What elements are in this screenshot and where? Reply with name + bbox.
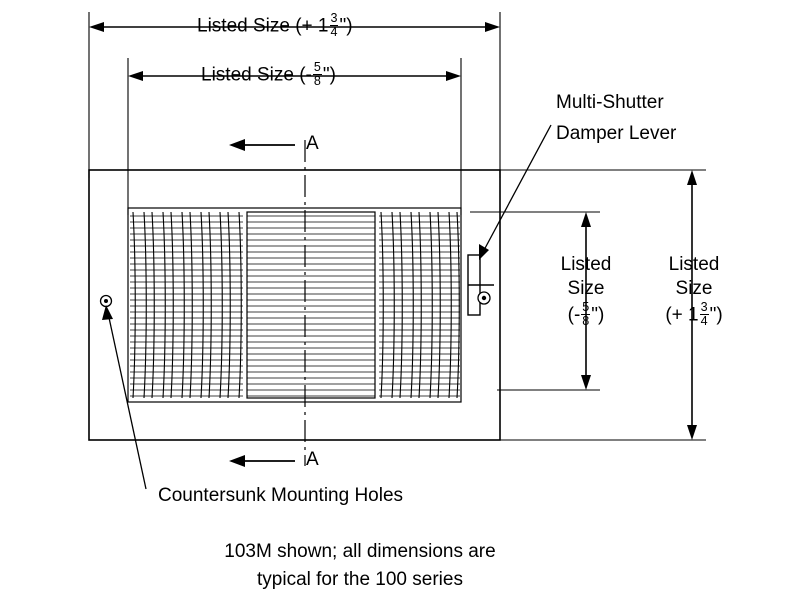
figure-note-line2: typical for the 100 series [257,568,463,590]
label-outer-width: Listed Size (+ 1 $\frac{3}{4}$ ") [197,11,353,40]
label-outer-height-line2: Size [675,277,713,299]
label-outer-height [650,253,738,328]
section-label-top: A [306,133,319,154]
countersunk-mounting-hole [101,296,112,307]
register-face-boundary [128,208,461,402]
figure-note [150,538,570,593]
label-damper-lever-line1: Multi-Shutter [556,92,664,113]
label-damper-lever-line2: Damper Lever [556,123,677,144]
bank-separators [243,210,379,400]
section-arrow-bottom [229,455,295,467]
label-inner-height-line1: Listed [560,254,612,275]
label-outer-height-line1: Listed [668,254,720,275]
fraction-five-eighths-right: $\frac{5}{8}$ [582,299,590,328]
fraction-five-eighths: $\frac{5}{8}$ [313,60,321,89]
figure-note-line1: 103M shown; all dimensions are [224,541,496,562]
label-inner-height-line3: (- $\frac{5}{8}$ ") [567,299,605,328]
register-outer-frame [89,170,500,440]
label-inner-height [548,253,624,328]
label-inner-height-line2: Size [567,277,605,299]
damper-lever-leader [479,125,551,260]
label-inner-width: Listed Size (- $\frac{5}{8}$ ") [201,60,336,89]
section-label-bottom: A [306,449,319,470]
section-arrow-top [229,139,295,151]
fraction-three-quarters: $\frac{3}{4}$ [330,11,338,40]
mounting-hole-leader [102,305,146,489]
damper-lever-assembly [468,255,494,315]
label-countersunk-mounting-holes: Countersunk Mounting Holes [158,485,404,506]
fraction-three-quarters-right: $\frac{3}{4}$ [700,299,708,328]
label-outer-height-line3: (+ 1 $\frac{3}{4}$ ") [665,299,723,328]
blade-hatching [130,216,460,396]
